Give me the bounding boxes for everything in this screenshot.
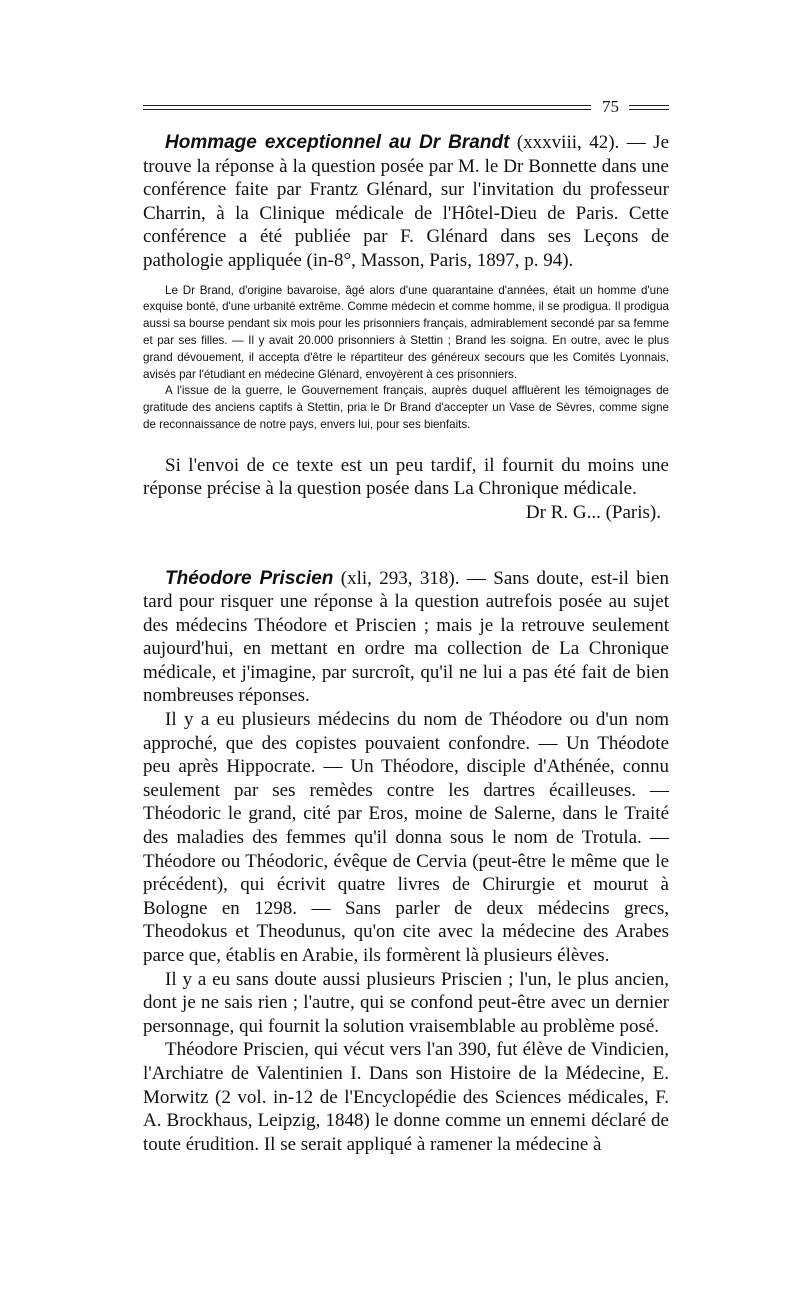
closing-paragraph: Si l'envoi de ce texte est un peu tardif, il fournit du moins une réponse précise à la question posée dans La Chronique médicale. (143, 454, 669, 500)
section2-paragraph-3: Il y a eu sans doute aussi plusieurs Priscien ; l'un, le plus ancien, dont je ne sais rien ; l'autre, qui se confond peut-être avec un dernier personnage, qui fournit la solution vraisemblable au problème posé. (143, 968, 669, 1037)
section1-ref: (xxxviii, 42). — (509, 132, 654, 153)
page-body (143, 131, 669, 1156)
section1-text: Je trouve la réponse à la question posée par M. le Dr Bonnette dans une conférence faite par Frantz Glénard, sur l'invitation du professeur Charrin, à la Clinique médicale de l'Hôtel-Dieu de Paris. Cette conférence a été publiée par F. Glénard dans ses Leçons de pathologie appliquée (in-8°, Masson, Paris, 1897, p. 94). (143, 132, 669, 271)
section2-ref: (xli, 293, 318). — (333, 567, 494, 589)
quote-paragraph-1: Le Dr Brand, d'origine bavaroise, âgé alors d'une quarantaine d'années, était un homme d'une exquise bonté, d'une urbanité extrême. Comme médecin et comme homme, il se prodigua. Il prodigua aussi sa bourse pendant six mois pour les prisonniers français, admirablement secondé par sa femme et par ses filles. — Il y avait 20.000 prisonniers à Stettin ; Brand les soigna. En outre, avec le plus grand dévouement, il accepta d'être le répartiteur des généreux secours que les Comités Lyonnais, avisés par l'étudiant en médecine Glénard, envoyèrent à ces prisonniers. (143, 283, 669, 381)
header-rule-left-bottom (143, 109, 591, 110)
section1-heading: Hommage exceptionnel au Dr Brandt (165, 132, 510, 153)
quote-paragraph-2: A l'issue de la guerre, le Gouvernement français, auprès duquel affluèrent les témoignages de gratitude des anciens captifs à Stettin, pria le Dr Brand d'accepter un Vase de Sèvres, comme signe de reconnaissance de notre pays, envers lui, pour ses bienfaits. (143, 384, 669, 431)
header-rule-right-top (629, 105, 669, 106)
section2-text: Sans doute, est-il bien tard pour risquer une réponse à la question autrefois posée au sujet des médecins Théodore et Priscien ; mais je la retrouve seulement aujourd'hui, en mettant en ordre ma collection de La Chronique médicale, et j'imagine, par surcroît, qu'il ne lui a pas été fait de bien nombreuses réponses. (143, 567, 669, 707)
section2-paragraph-4: Théodore Priscien, qui vécut vers l'an 390, fut élève de Vindicien, l'Archiatre de Valentinien I. Dans son Histoire de la Médecine, E. Morwitz (2 vol. in-12 de l'Encyclopédie des Sciences médicales, F. A. Brockhaus, Leipzig, 1848) le donne comme un ennemi déclaré de toute érudition. Il se serait appliqué à ramener la médecine à (143, 1039, 669, 1155)
signature: Dr R. G... (Paris). (525, 501, 661, 523)
header-rule-right-bottom (629, 109, 669, 110)
page-number: 75 (602, 97, 619, 116)
section2-paragraph (143, 567, 669, 709)
section1-paragraph (143, 131, 669, 273)
section2-paragraph-2: Il y a eu plusieurs médecins du nom de Théodore ou d'un nom approché, que des copistes pouvaient confondre. — Un Théodote peu après Hippocrate. — Un Théodore, disciple d'Athénée, connu seulement par ses remèdes contre les dartres écailleuses. — Théodoric le grand, cité par Eros, moine de Salerne, dans le Traité des maladies des femmes qu'il donna sous le nom de Trotula. — Théodore ou Théodoric, évêque de Cervia (peut-être le même que le précédent), qui écrivit quatre livres de Chirurgie et mourut à Bologne en 1298. — Sans parler de deux médecins grecs, Theodokus et Theodunus, qu'on cite avec la médecine des Arabes parce que, établis en Arabie, ils formèrent là plusieurs élèves. (143, 709, 669, 967)
page-header (143, 96, 669, 126)
section2-heading: Théodore Priscien (165, 567, 334, 589)
header-rule-left-top (143, 105, 591, 106)
